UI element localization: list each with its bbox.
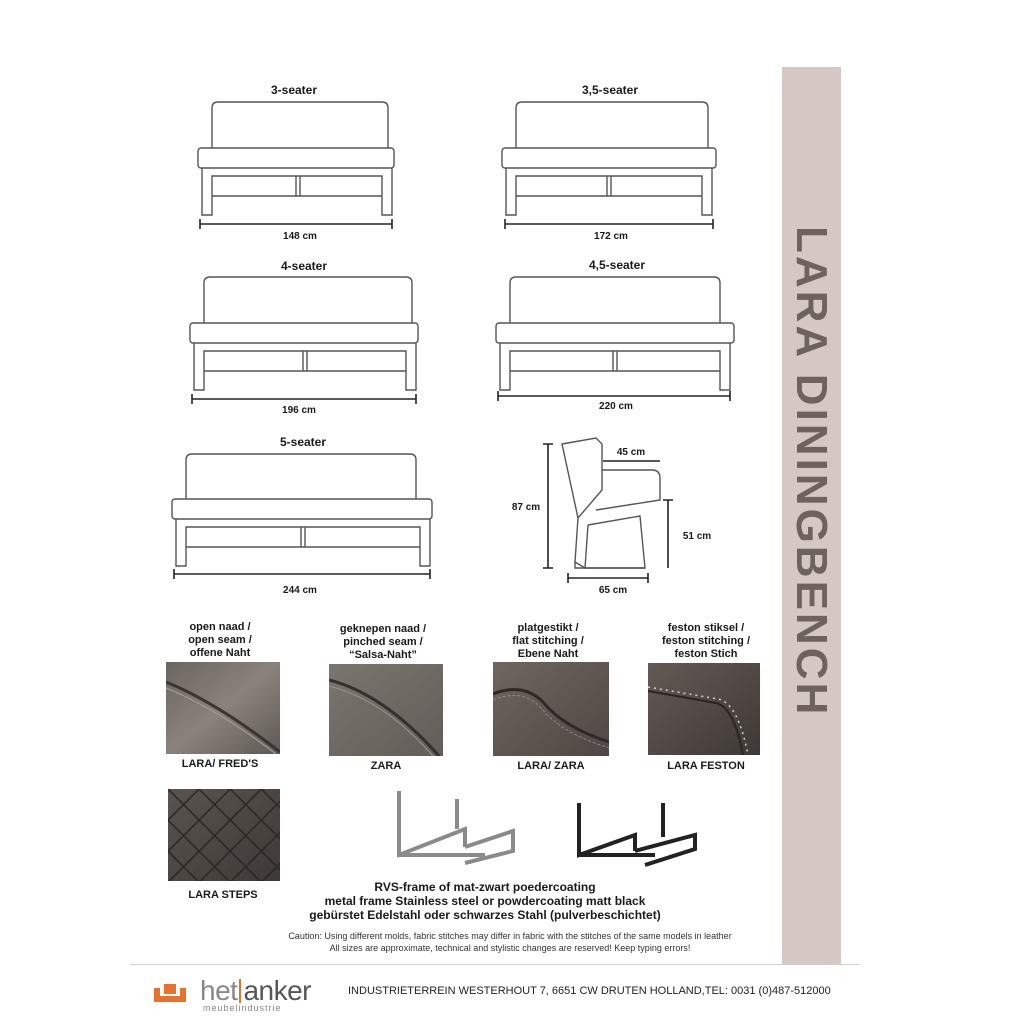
bench-width-4-5-seater: 220 cm — [599, 401, 633, 412]
caution-note: Caution: Using different molds, fabric stitches may differ in fabric with the stitches of the same models in leather All sizes are approximate, technical and stylistic changes are reserved! Keep typing errors! — [288, 931, 732, 953]
frame-powdercoated-black — [565, 797, 710, 867]
bench-label-4-5-seater: 4,5-seater — [588, 258, 646, 272]
bench-5-seater-drawing — [172, 454, 432, 566]
bench-width-3-5-seater: 172 cm — [594, 231, 628, 242]
bench-label-3-5-seater: 3,5-seater — [581, 83, 639, 97]
bench-width-3-seater: 148 cm — [283, 231, 317, 242]
swatch-pinched-seam — [329, 664, 443, 756]
swatch-caption-steps: LARA STEPS — [188, 889, 258, 901]
bench-3-5-seater-drawing — [502, 102, 716, 215]
frame-stainless-steel — [385, 785, 525, 865]
bench-3-seater-drawing — [198, 102, 394, 215]
dimension-depth: 65 cm — [598, 585, 628, 596]
swatch-caption-flat: LARA/ ZARA — [517, 760, 585, 772]
dimension-seat-depth: 45 cm — [616, 447, 646, 458]
dimension-height: 87 cm — [511, 502, 541, 513]
swatch-flat-stitching — [493, 662, 609, 756]
bench-label-4-seater: 4-seater — [280, 259, 328, 273]
bench-width-4-seater: 196 cm — [282, 405, 316, 416]
footer-divider — [130, 964, 860, 965]
swatch-caption-pinched: ZARA — [370, 760, 402, 772]
frame-description: RVS-frame of mat-zwart poedercoating metal frame Stainless steel or powdercoating matt black gebürstet Edelstahl oder schwarzes Stahl (pulverbeschichtet) — [309, 880, 661, 922]
swatch-lara-steps — [168, 789, 280, 881]
bench-4-5-seater-drawing — [496, 277, 734, 390]
seam-label-flat: platgestikt / flat stitching / Ebene Naht — [512, 622, 584, 660]
swatch-caption-open: LARA/ FRED'S — [181, 758, 259, 770]
swatch-feston-stitching — [648, 663, 760, 755]
bench-label-5-seater: 5-seater — [279, 435, 327, 449]
seam-label-open: open naad / open seam / offene Naht — [188, 621, 252, 659]
swatch-open-seam — [166, 662, 280, 754]
seam-label-pinched: geknepen naad / pinched seam / “Salsa-Naht” — [339, 623, 427, 661]
dimension-seat-height: 51 cm — [682, 531, 712, 542]
bench-4-seater-drawing — [190, 277, 418, 390]
bench-width-5-seater: 244 cm — [283, 585, 317, 596]
bench-drawings — [0, 0, 780, 600]
company-logo-subtitle: meubelindustrie — [203, 1003, 282, 1013]
company-logo: het anker — [200, 975, 311, 1006]
company-address: INDUSTRIETERREIN WESTERHOUT 7, 6651 CW DRUTEN HOLLAND,TEL: 0031 (0)487-512000 — [348, 985, 831, 997]
seam-label-feston: feston stiksel / feston stitching / feston Stich — [662, 622, 750, 660]
sofa-logo-icon — [150, 982, 190, 1004]
page-title: LARA DININGBENCH — [787, 226, 836, 718]
swatch-caption-feston: LARA FESTON — [667, 760, 745, 772]
bench-label-3-seater: 3-seater — [270, 83, 318, 97]
